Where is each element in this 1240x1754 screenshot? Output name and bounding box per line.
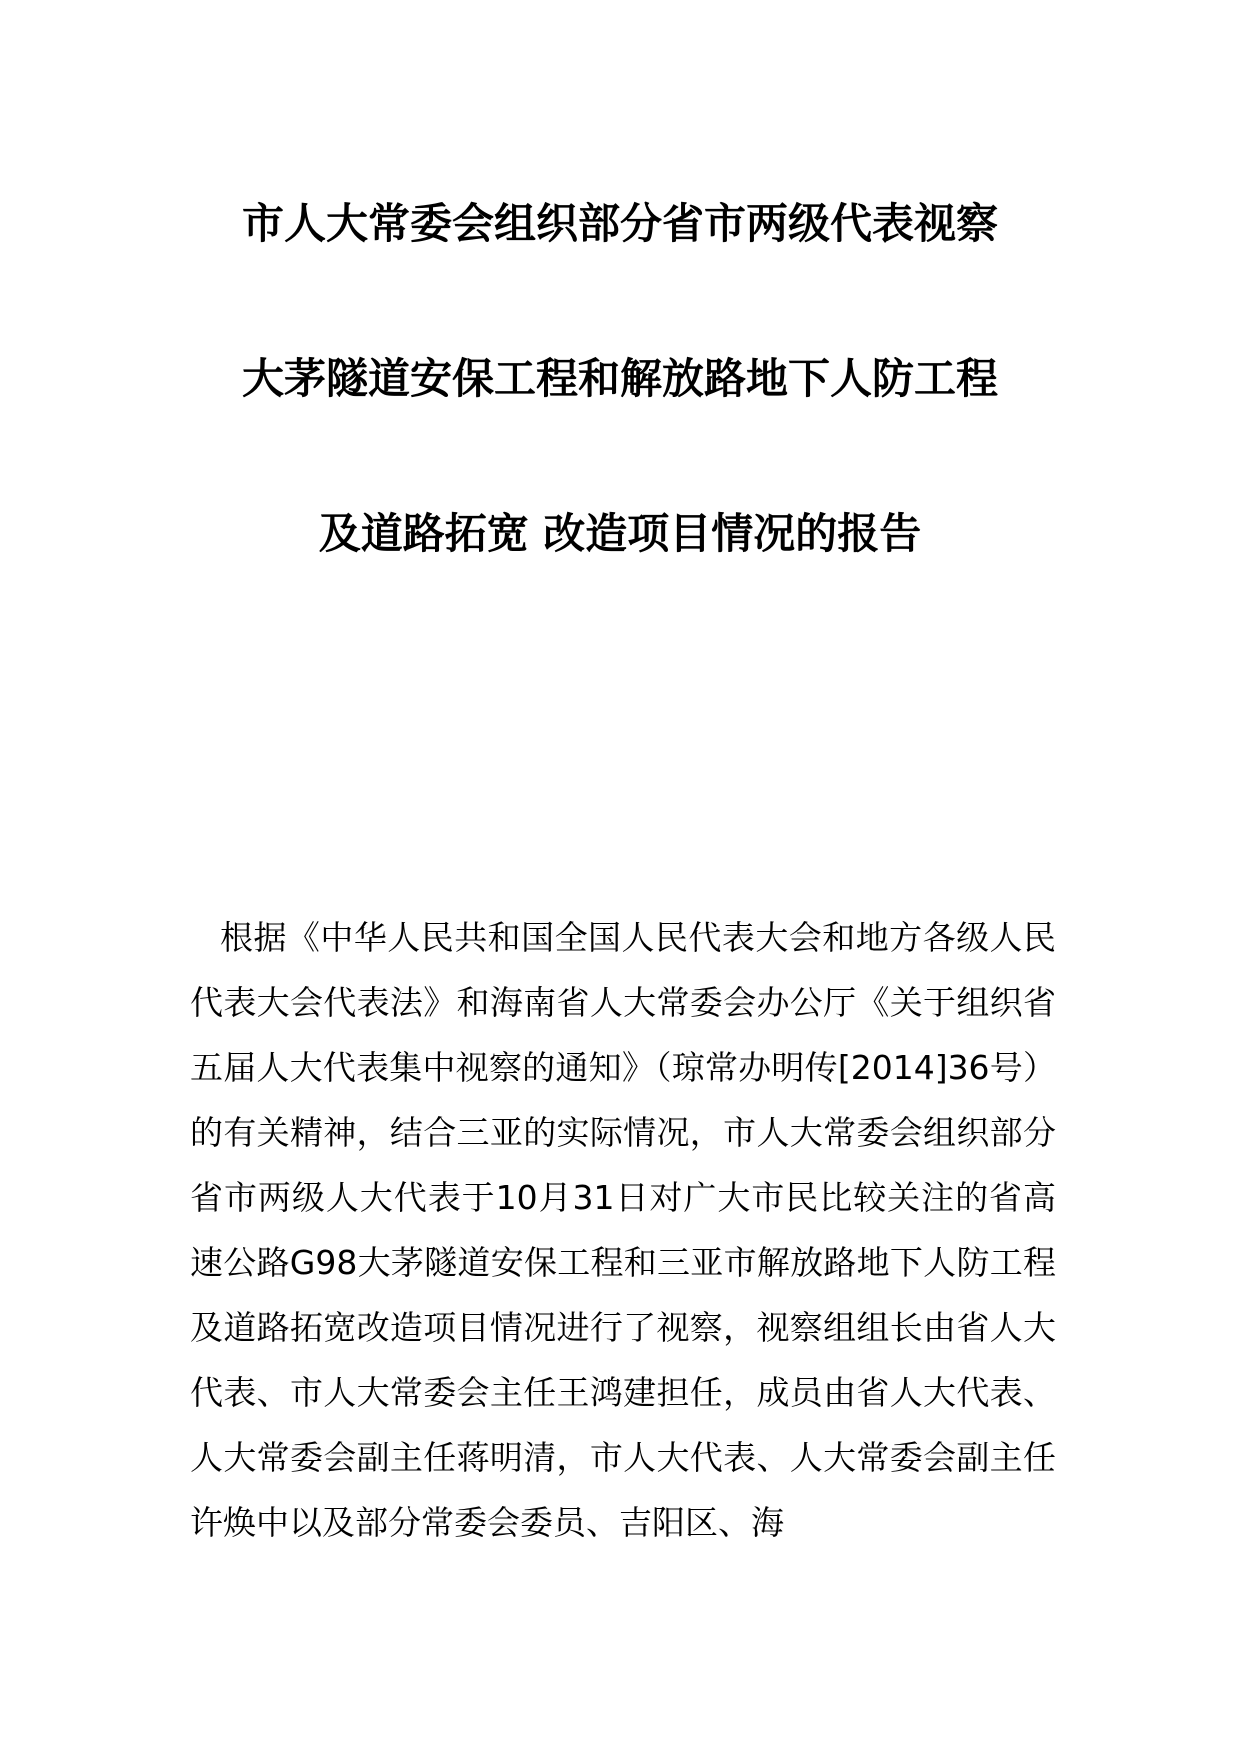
title-line-1: 市人大常委会组织部分省市两级代表视察 (241, 199, 998, 248)
body-paragraph: 根据《中华人民共和国全国人民代表大会和地方各级人民代表大会代表法》和海南省人大常委会办公厅《关于组织省五届人大代表集中视察的通知》（琼常办明传[2014]36号）的有关精神，结合三亚的实际情况，市人大常委会组织部分省市两级人大代表于10月31日对广大市民比较关注的省高速公路G98大茅隧道安保工程和三亚市解放路地下人防工程及道路拓宽改造项目情况进行了视察，视察组组长由省人大代表、市人大常委会主任王鸿建担任，成员由省人大代表、人大常委会副主任蒋明清，市人大代表、人大常委会副主任许焕中以及部分常委会委员、吉阳区、海 (190, 918, 1056, 1542)
title-line-3: 及道路拓宽 改造项目情况的报告 (318, 509, 922, 558)
report-title (190, 200, 1050, 558)
title-line-2: 大茅隧道安保工程和解放路地下人防工程 (241, 354, 998, 403)
